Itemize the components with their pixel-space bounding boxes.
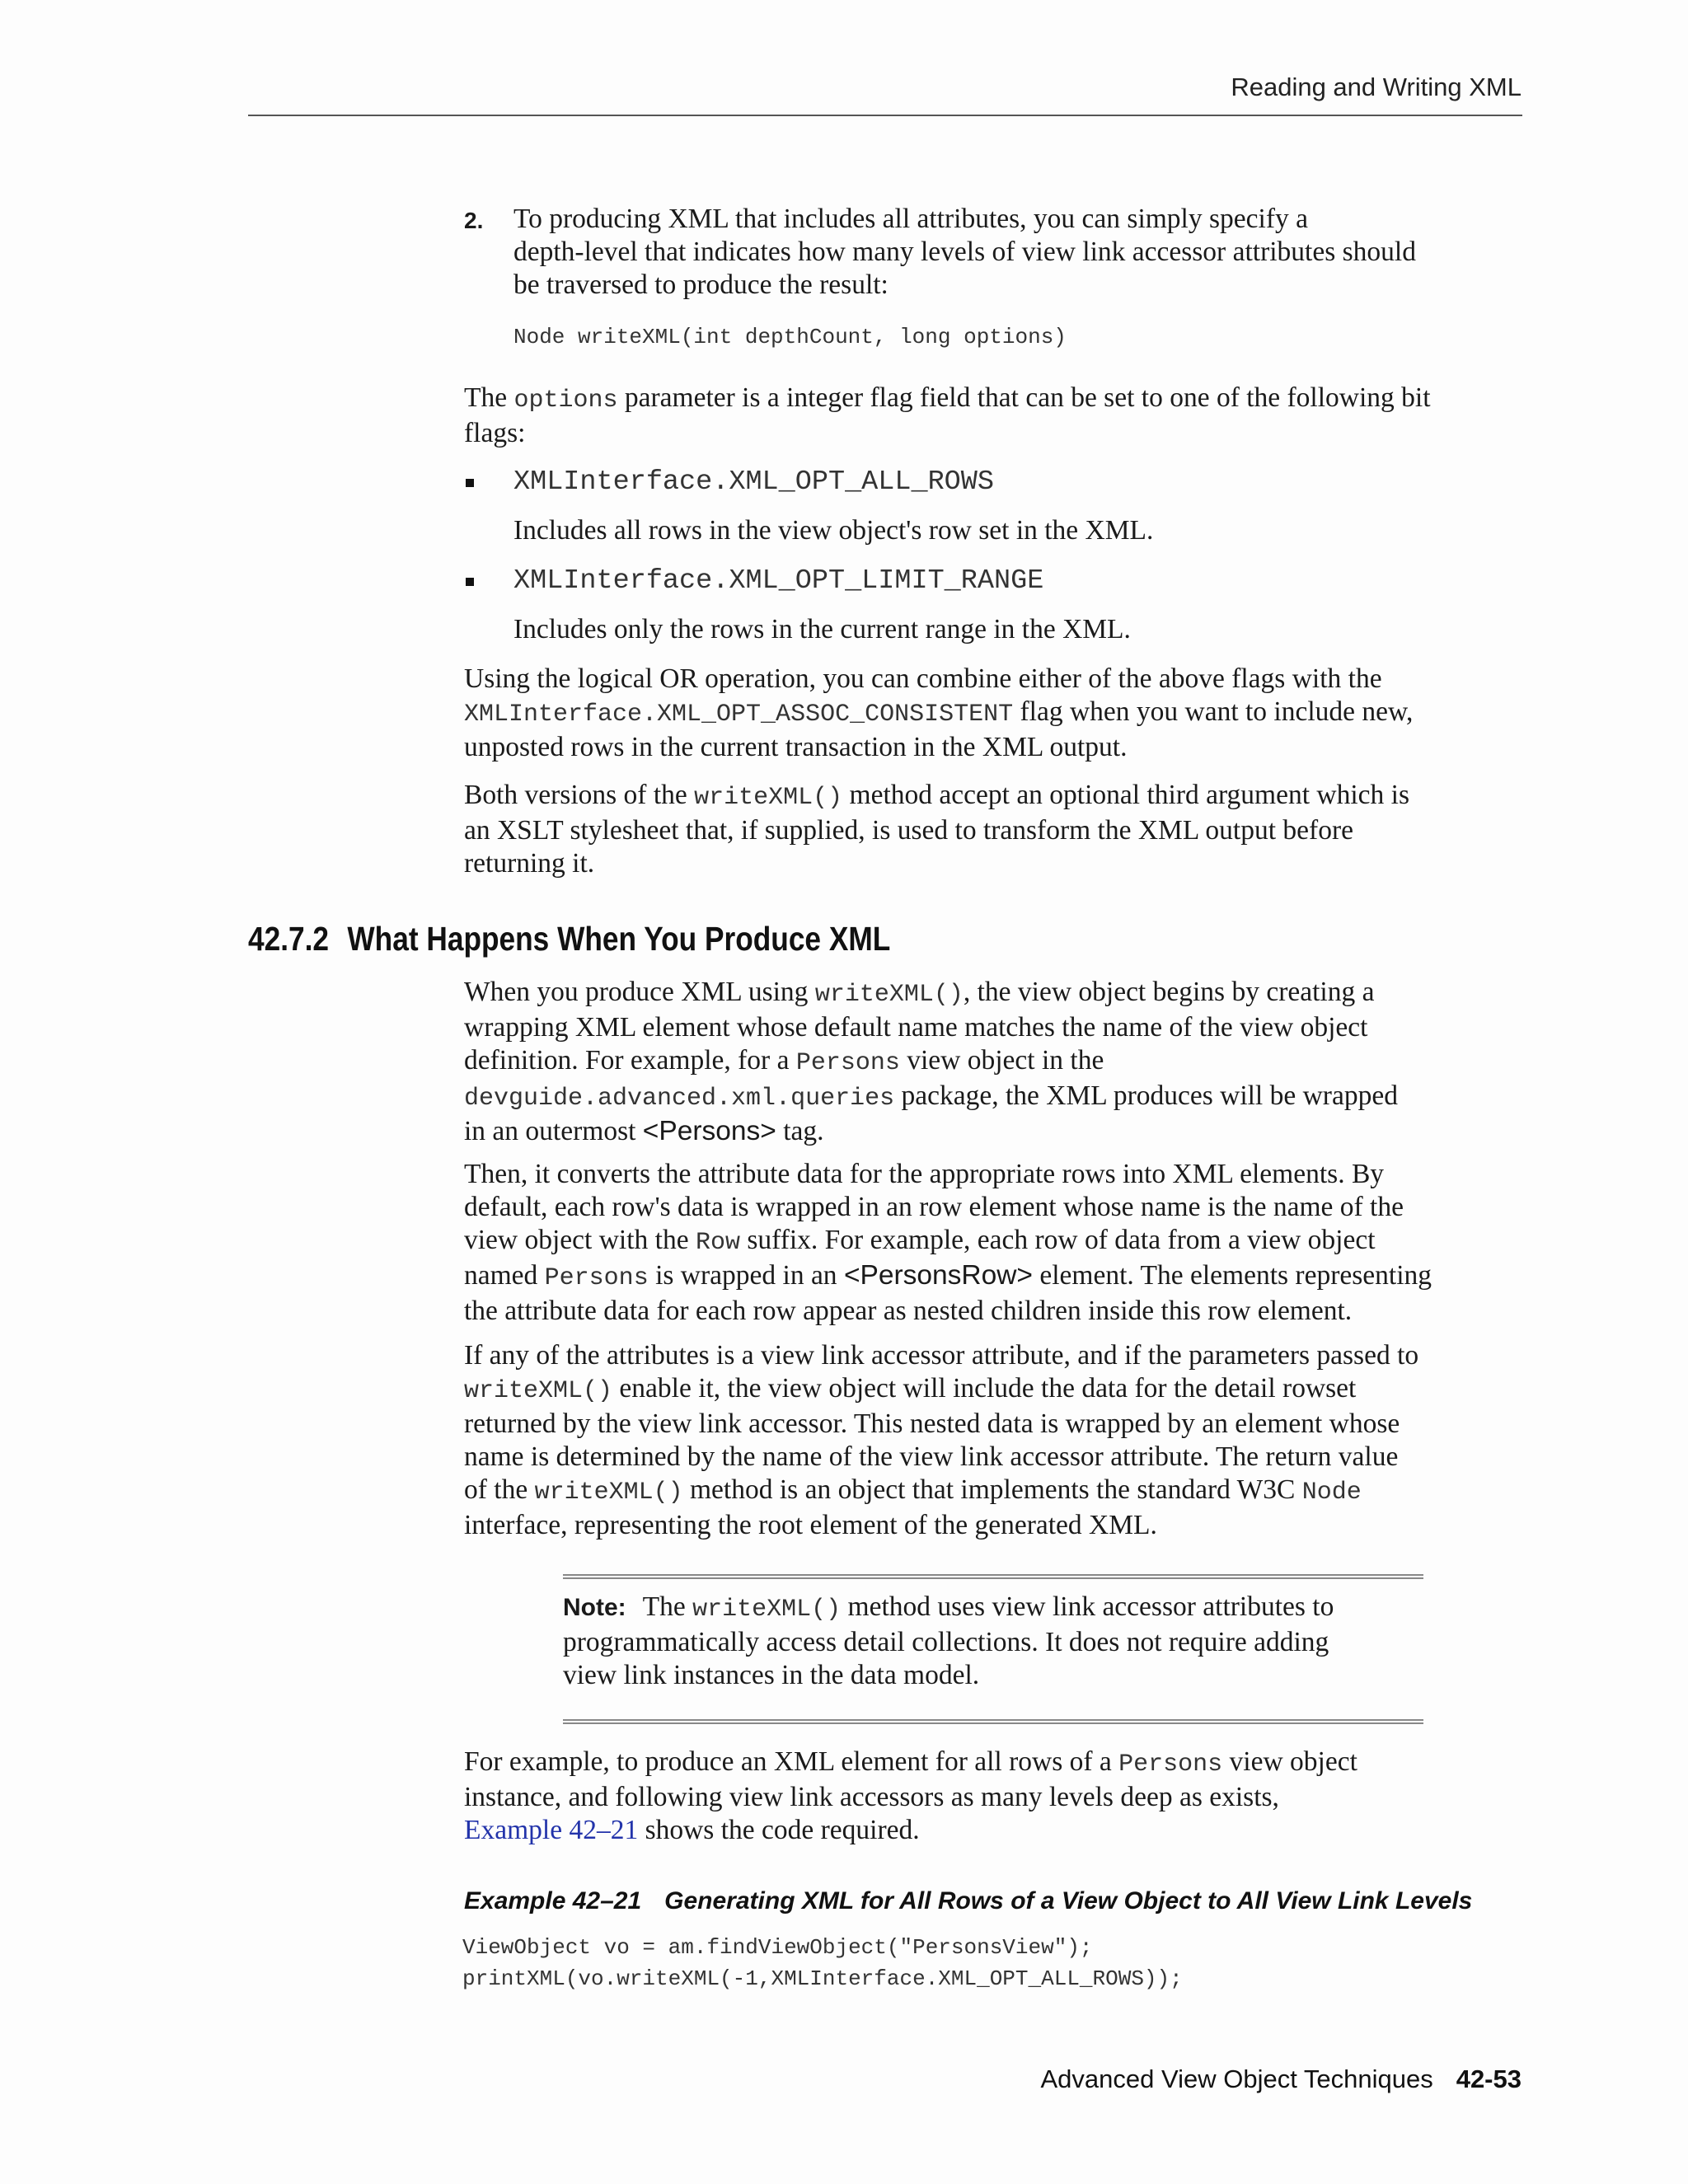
text: is wrapped in an [648, 1260, 844, 1291]
code-line: printXML(vo.writeXML(-1,XMLInterface.XML_OPT_ALL_ROWS)); [462, 1966, 1183, 1991]
running-header: Reading and Writing XML [1231, 73, 1522, 101]
section-number: 42.7.2 [248, 920, 330, 958]
text: named [464, 1260, 545, 1291]
note-text [563, 1591, 1423, 1692]
text: definition. For example, for a [464, 1045, 796, 1076]
text: For example, to produce an XML element for all rows of a [464, 1746, 1119, 1777]
bullet-code: XMLInterface.XML_OPT_LIMIT_RANGE [513, 565, 1044, 597]
options-paragraph [464, 382, 1522, 450]
inline-code: writeXML() [534, 1479, 683, 1507]
text: returned by the view link accessor. This nested data is wrapped by an element whose [464, 1408, 1400, 1439]
step-2-line-1: To producing XML that includes all attributes, you can simply specify a [513, 204, 1308, 234]
bullet-description: Includes all rows in the view object's row set in the XML. [513, 515, 1154, 546]
example-link[interactable]: Example 42–21 [464, 1815, 639, 1845]
footer-title: Advanced View Object Techniques [1040, 2064, 1433, 2093]
text: When you produce XML using [464, 977, 815, 1007]
inline-code: Node [1301, 1479, 1362, 1507]
text: interface, representing the root element of the generated XML. [464, 1510, 1157, 1540]
text: suffix. For example, each row of data from a view object [739, 1225, 1376, 1255]
text: returning it. [464, 848, 595, 879]
example-label: Example 42–21 [464, 1887, 642, 1915]
text: Then, it converts the attribute data for the appropriate rows into XML elements. By [464, 1159, 1385, 1189]
text: element. The elements representing [1032, 1260, 1432, 1291]
signature-code: Node writeXML(int depthCount, long options) [513, 325, 1067, 349]
inline-code: Persons [1118, 1750, 1223, 1779]
text: flag when you want to include new, [1013, 696, 1414, 727]
xml-tag: <PersonsRow> [843, 1260, 1033, 1291]
both-versions-paragraph [464, 779, 1522, 880]
text: tag. [776, 1116, 824, 1146]
text: shows the code required. [638, 1815, 920, 1845]
text: view link instances in the data model. [563, 1660, 980, 1690]
text: programmatically access detail collections. It does not require adding [563, 1627, 1329, 1657]
text: instance, and following view link accessors as many levels deep as exists, [464, 1782, 1279, 1812]
step-2-text [513, 203, 1522, 302]
bullet-code: XMLInterface.XML_OPT_ALL_ROWS [513, 466, 994, 498]
page-number: 42-53 [1456, 2064, 1522, 2093]
accessor-paragraph [464, 1339, 1522, 1542]
text: name is determined by the name of the view link accessor attribute. The return value [464, 1441, 1399, 1472]
inline-code: writeXML() [694, 784, 843, 812]
section-title: What Happens When You Produce XML [347, 920, 891, 958]
text: Using the logical OR operation, you can combine either of the above flags with the [464, 663, 1382, 694]
xml-tag: <Persons> [642, 1116, 776, 1146]
note-label: Note: [563, 1594, 626, 1621]
text: package, the XML produces will be wrapped [894, 1080, 1398, 1111]
text: The [642, 1591, 693, 1622]
step-2-line-2: depth-level that indicates how many levels of view link accessor attributes should [513, 237, 1416, 267]
text: If any of the attributes is a view link accessor attribute, and if the parameters passed to [464, 1340, 1419, 1371]
convert-paragraph [464, 1158, 1522, 1328]
text: default, each row's data is wrapped in an row element whose name is the name of the [464, 1192, 1404, 1222]
text: the attribute data for each row appear as nested children inside this row element. [464, 1296, 1353, 1326]
inline-code: Persons [795, 1049, 900, 1077]
text: method is an object that implements the standard W3C [682, 1474, 1302, 1505]
text: view object in the [899, 1045, 1104, 1076]
text: view object [1222, 1746, 1357, 1777]
example-caption [464, 1887, 1472, 1915]
text: method accept an optional third argument which is [842, 780, 1409, 810]
inline-code: options [513, 387, 618, 415]
step-number: 2. [464, 208, 484, 233]
text: view object with the [464, 1225, 696, 1255]
text: enable it, the view object will include the data for the detail rowset [612, 1373, 1357, 1404]
text: of the [464, 1474, 535, 1505]
inline-code: writeXML() [464, 1377, 613, 1405]
text: Both versions of the [464, 780, 695, 810]
text: in an outermost [464, 1116, 643, 1146]
produce-paragraph [464, 976, 1522, 1148]
inline-code: devguide.advanced.xml.queries [464, 1085, 895, 1113]
inline-code: writeXML() [814, 981, 964, 1009]
text: The [464, 382, 514, 413]
example-code-block [462, 1932, 1183, 1994]
header-rule [248, 115, 1522, 116]
text: unposted rows in the current transaction in the XML output. [464, 732, 1128, 762]
bullet-marker [466, 578, 474, 586]
inline-code: Persons [544, 1264, 649, 1292]
bullet-description: Includes only the rows in the current range in the XML. [513, 614, 1131, 644]
section-heading [248, 920, 890, 958]
example-paragraph [464, 1746, 1522, 1847]
code-line: ViewObject vo = am.findViewObject("PersonsView"); [462, 1935, 1093, 1960]
text: an XSLT stylesheet that, if supplied, is used to transform the XML output before [464, 815, 1353, 846]
inline-code: XMLInterface.XML_OPT_ASSOC_CONSISTENT [464, 701, 1014, 729]
text: flags: [464, 418, 526, 448]
text: wrapping XML element whose default name matches the name of the view object [464, 1012, 1368, 1043]
inline-code: writeXML() [692, 1596, 842, 1624]
text: parameter is a integer flag field that can be set to one of the following bit [617, 382, 1431, 413]
step-2-line-3: be traversed to produce the result: [513, 269, 889, 300]
text: , the view object begins by creating a [963, 977, 1375, 1007]
or-paragraph [464, 663, 1522, 764]
text: method uses view link accessor attributes to [841, 1591, 1334, 1622]
bullet-marker [466, 479, 474, 487]
inline-code: Row [695, 1229, 740, 1257]
page-footer [1040, 2064, 1522, 2094]
example-title: Generating XML for All Rows of a View Object to All View Link Levels [664, 1887, 1473, 1915]
